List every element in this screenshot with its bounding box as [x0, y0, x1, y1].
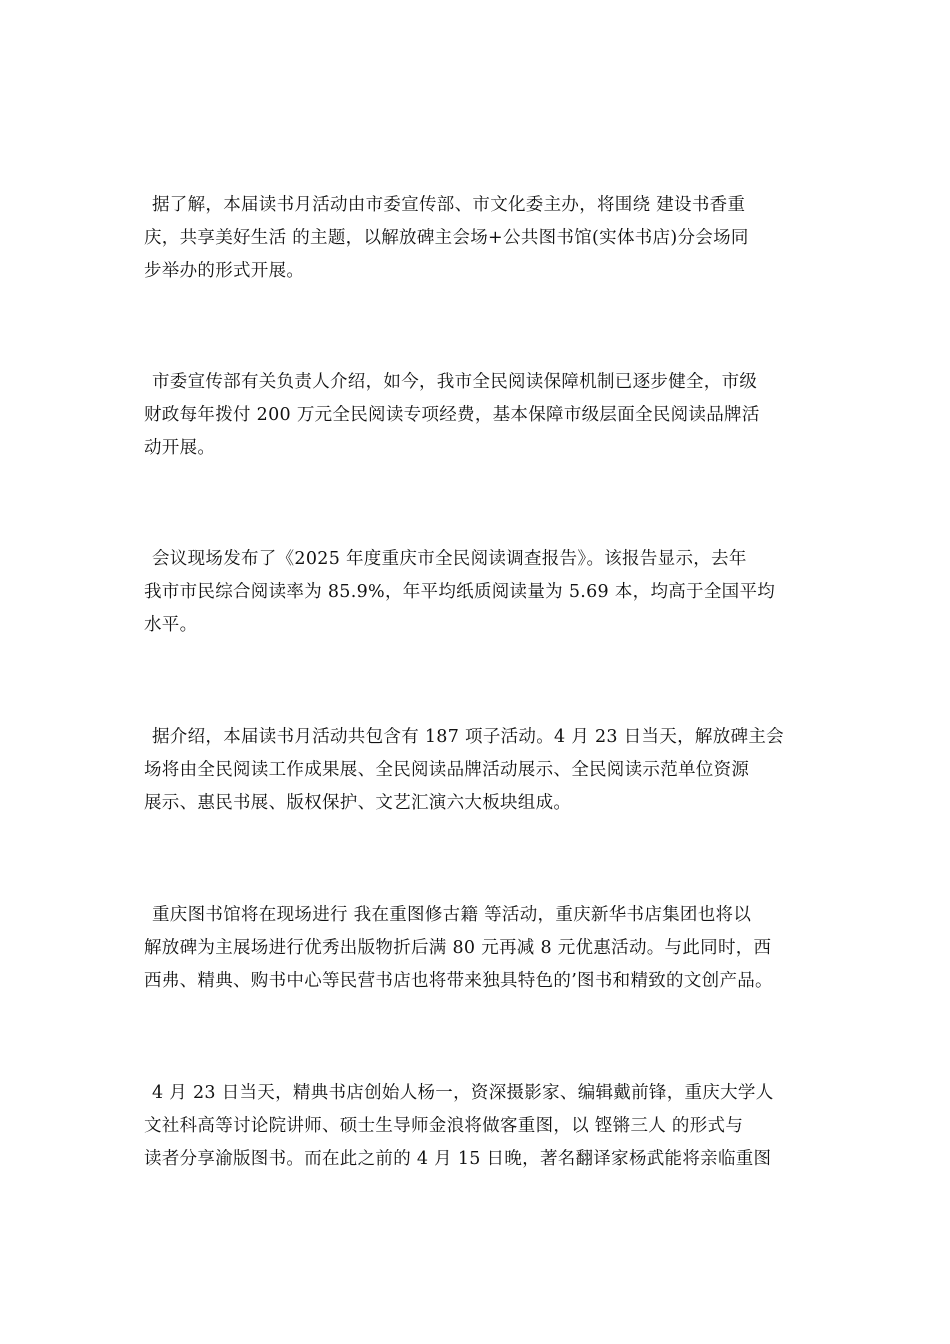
text-line: 市委宣传部有关负责人介绍，如今，我市全民阅读保障机制已逐步健全，市级	[152, 372, 758, 392]
text-line: 财政每年拨付 200 万元全民阅读专项经费，基本保障市级层面全民阅读品牌活	[144, 405, 760, 425]
paragraph-survey-report	[144, 543, 814, 642]
text-line: 4 月 23 日当天，精典书店创始人杨一，资深摄影家、编辑戴前锋，重庆大学人	[152, 1083, 774, 1103]
text-line: 西弗、精典、购书中心等民营书店也将带来独具特色的’图书和精致的文创产品。	[144, 971, 773, 991]
text-line: 水平。	[144, 615, 198, 635]
text-line: 场将由全民阅读工作成果展、全民阅读品牌活动展示、全民阅读示范单位资源	[144, 760, 750, 780]
text-line: 庆，共享美好生活 的主题，以解放碑主会场+公共图书馆(实体书店)分会场同	[144, 228, 749, 248]
text-line: 重庆图书馆将在现场进行 我在重图修古籍 等活动，重庆新华书店集团也将以	[152, 905, 752, 925]
text-line: 据介绍，本届读书月活动共包含有 187 项子活动。4 月 23 日当天，解放碑主会	[152, 727, 784, 747]
text-line: 据了解，本届读书月活动由市委宣传部、市文化委主办，将围绕 建设书香重	[152, 195, 746, 215]
text-line: 解放碑为主展场进行优秀出版物折后满 80 元再减 8 元优惠活动。与此同时，西	[144, 938, 772, 958]
paragraph-guest-speakers	[144, 1077, 814, 1176]
paragraph-reading-funding	[144, 366, 814, 465]
paragraph-library-bookstore-events	[144, 899, 814, 998]
paragraph-reading-month-organizers	[144, 189, 814, 288]
text-line: 读者分享渝版图书。而在此之前的 4 月 15 日晚，著名翻译家杨武能将亲临重图	[144, 1149, 772, 1169]
text-line: 展示、惠民书展、版权保护、文艺汇演六大板块组成。	[144, 793, 572, 813]
text-line: 动开展。	[144, 438, 216, 458]
text-line: 会议现场发布了《2025 年度重庆市全民阅读调查报告》。该报告显示，去年	[152, 549, 747, 569]
paragraph-sub-activities	[144, 721, 814, 820]
text-line: 步举办的形式开展。	[144, 261, 305, 281]
text-line: 我市市民综合阅读率为 85.9%，年平均纸质阅读量为 5.69 本，均高于全国平均	[144, 582, 776, 602]
text-line: 文社科高等讨论院讲师、硕士生导师金浪将做客重图，以 铿锵三人 的形式与	[144, 1116, 744, 1136]
